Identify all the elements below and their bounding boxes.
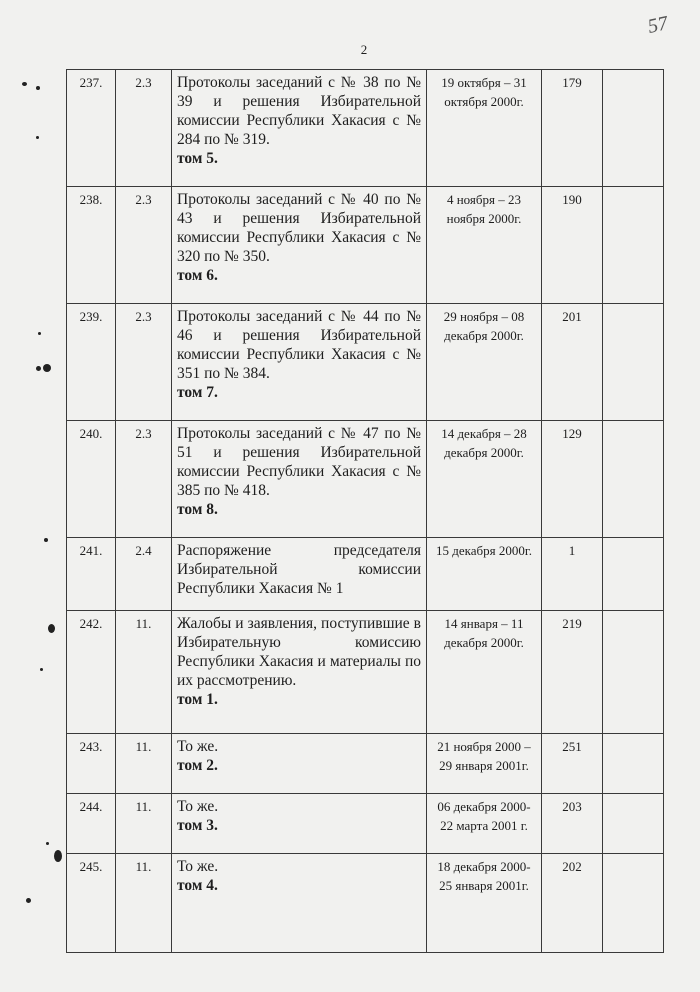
notes-cell: [603, 70, 664, 187]
handwritten-folio-number: 57: [645, 12, 670, 38]
page-number: 2: [360, 42, 368, 57]
item-volume: том 4.: [177, 877, 218, 894]
scan-speck: [48, 624, 55, 633]
notes-cell: [603, 538, 664, 611]
item-volume: том 7.: [177, 384, 218, 401]
sheet-count: 1: [542, 538, 603, 611]
nomenclature-index: 11.: [116, 611, 172, 734]
notes-cell: [603, 854, 664, 953]
scan-speck: [46, 842, 49, 845]
nomenclature-index: 2.3: [116, 187, 172, 304]
item-title-cell: [172, 538, 427, 611]
item-date-range: 14 января – 11 декабря 2000г.: [427, 611, 542, 734]
item-volume: том 1.: [177, 691, 218, 708]
item-title: Протоколы заседаний с № 44 по № 46 и решения Избирательной комиссии Республики Хакасия с № 351 по № 384.: [177, 308, 421, 382]
item-date-range: 29 ноября – 08 декабря 2000г.: [427, 304, 542, 421]
item-date-range: 14 декабря – 28 декабря 2000г.: [427, 421, 542, 538]
item-title: Протоколы заседаний с № 38 по № 39 и решения Избирательной комиссии Республики Хакасия с № 284 по № 319.: [177, 74, 421, 148]
scan-speck: [44, 538, 48, 542]
scan-speck: [36, 86, 40, 90]
scan-speck: [40, 668, 43, 671]
item-title-cell: [172, 854, 427, 953]
item-date-range: 18 декабря 2000- 25 января 2001г.: [427, 854, 542, 953]
item-title-cell: [172, 421, 427, 538]
sheet-count: 203: [542, 794, 603, 854]
table-row: [67, 854, 664, 953]
scan-speck: [22, 82, 27, 86]
item-title-cell: [172, 794, 427, 854]
notes-cell: [603, 611, 664, 734]
item-number: 243.: [67, 734, 116, 794]
scan-speck: [38, 332, 41, 335]
nomenclature-index: 11.: [116, 794, 172, 854]
item-volume: том 5.: [177, 150, 218, 167]
table-row: [67, 794, 664, 854]
scan-speck: [54, 850, 62, 862]
table-row: [67, 611, 664, 734]
item-number: 245.: [67, 854, 116, 953]
table-row: [67, 70, 664, 187]
item-date-range: 21 ноября 2000 – 29 января 2001г.: [427, 734, 542, 794]
item-number: 240.: [67, 421, 116, 538]
item-number: 238.: [67, 187, 116, 304]
nomenclature-index: 2.3: [116, 304, 172, 421]
sheet-count: 251: [542, 734, 603, 794]
item-title-cell: [172, 304, 427, 421]
item-title: Протоколы заседаний с № 47 по № 51 и решения Избирательной комиссии Республики Хакасия с № 385 по № 418.: [177, 425, 421, 499]
item-volume: том 2.: [177, 757, 218, 774]
table-row: [67, 187, 664, 304]
item-volume: том 6.: [177, 267, 218, 284]
scan-speck: [43, 364, 51, 372]
item-number: 244.: [67, 794, 116, 854]
notes-cell: [603, 187, 664, 304]
notes-cell: [603, 734, 664, 794]
item-volume: том 3.: [177, 817, 218, 834]
item-volume: том 8.: [177, 501, 218, 518]
nomenclature-index: 11.: [116, 854, 172, 953]
sheet-count: 129: [542, 421, 603, 538]
sheet-count: 179: [542, 70, 603, 187]
table-row: [67, 304, 664, 421]
item-date-range: 4 ноября – 23 ноября 2000г.: [427, 187, 542, 304]
item-number: 242.: [67, 611, 116, 734]
item-number: 239.: [67, 304, 116, 421]
item-date-range: 06 декабря 2000- 22 марта 2001 г.: [427, 794, 542, 854]
notes-cell: [603, 794, 664, 854]
nomenclature-index: 11.: [116, 734, 172, 794]
sheet-count: 219: [542, 611, 603, 734]
item-title: Распоряжение председателя Избирательной комиссии Республики Хакасия № 1: [177, 542, 421, 597]
item-title-cell: [172, 734, 427, 794]
item-title-cell: [172, 70, 427, 187]
item-date-range: 19 октября – 31 октября 2000г.: [427, 70, 542, 187]
sheet-count: 201: [542, 304, 603, 421]
item-title-cell: [172, 187, 427, 304]
item-title: То же.: [177, 738, 219, 755]
item-title: Жалобы и заявления, поступившие в Избирательную комиссию Республики Хакасия и материалы по их рассмотрению.: [177, 615, 421, 689]
item-title: То же.: [177, 798, 219, 815]
archive-inventory-table: [66, 69, 664, 953]
sheet-count: 202: [542, 854, 603, 953]
scan-speck: [36, 366, 41, 371]
item-title: Протоколы заседаний с № 40 по № 43 и решения Избирательной комиссии Республики Хакасия с № 320 по № 350.: [177, 191, 421, 265]
item-date-range: 15 декабря 2000г.: [427, 538, 542, 611]
item-title: То же.: [177, 858, 219, 875]
nomenclature-index: 2.4: [116, 538, 172, 611]
notes-cell: [603, 421, 664, 538]
scan-speck: [26, 898, 31, 903]
nomenclature-index: 2.3: [116, 421, 172, 538]
notes-cell: [603, 304, 664, 421]
item-number: 241.: [67, 538, 116, 611]
item-title-cell: [172, 611, 427, 734]
table-row: [67, 538, 664, 611]
table-row: [67, 734, 664, 794]
item-number: 237.: [67, 70, 116, 187]
sheet-count: 190: [542, 187, 603, 304]
table-row: [67, 421, 664, 538]
scan-speck: [36, 136, 39, 139]
nomenclature-index: 2.3: [116, 70, 172, 187]
